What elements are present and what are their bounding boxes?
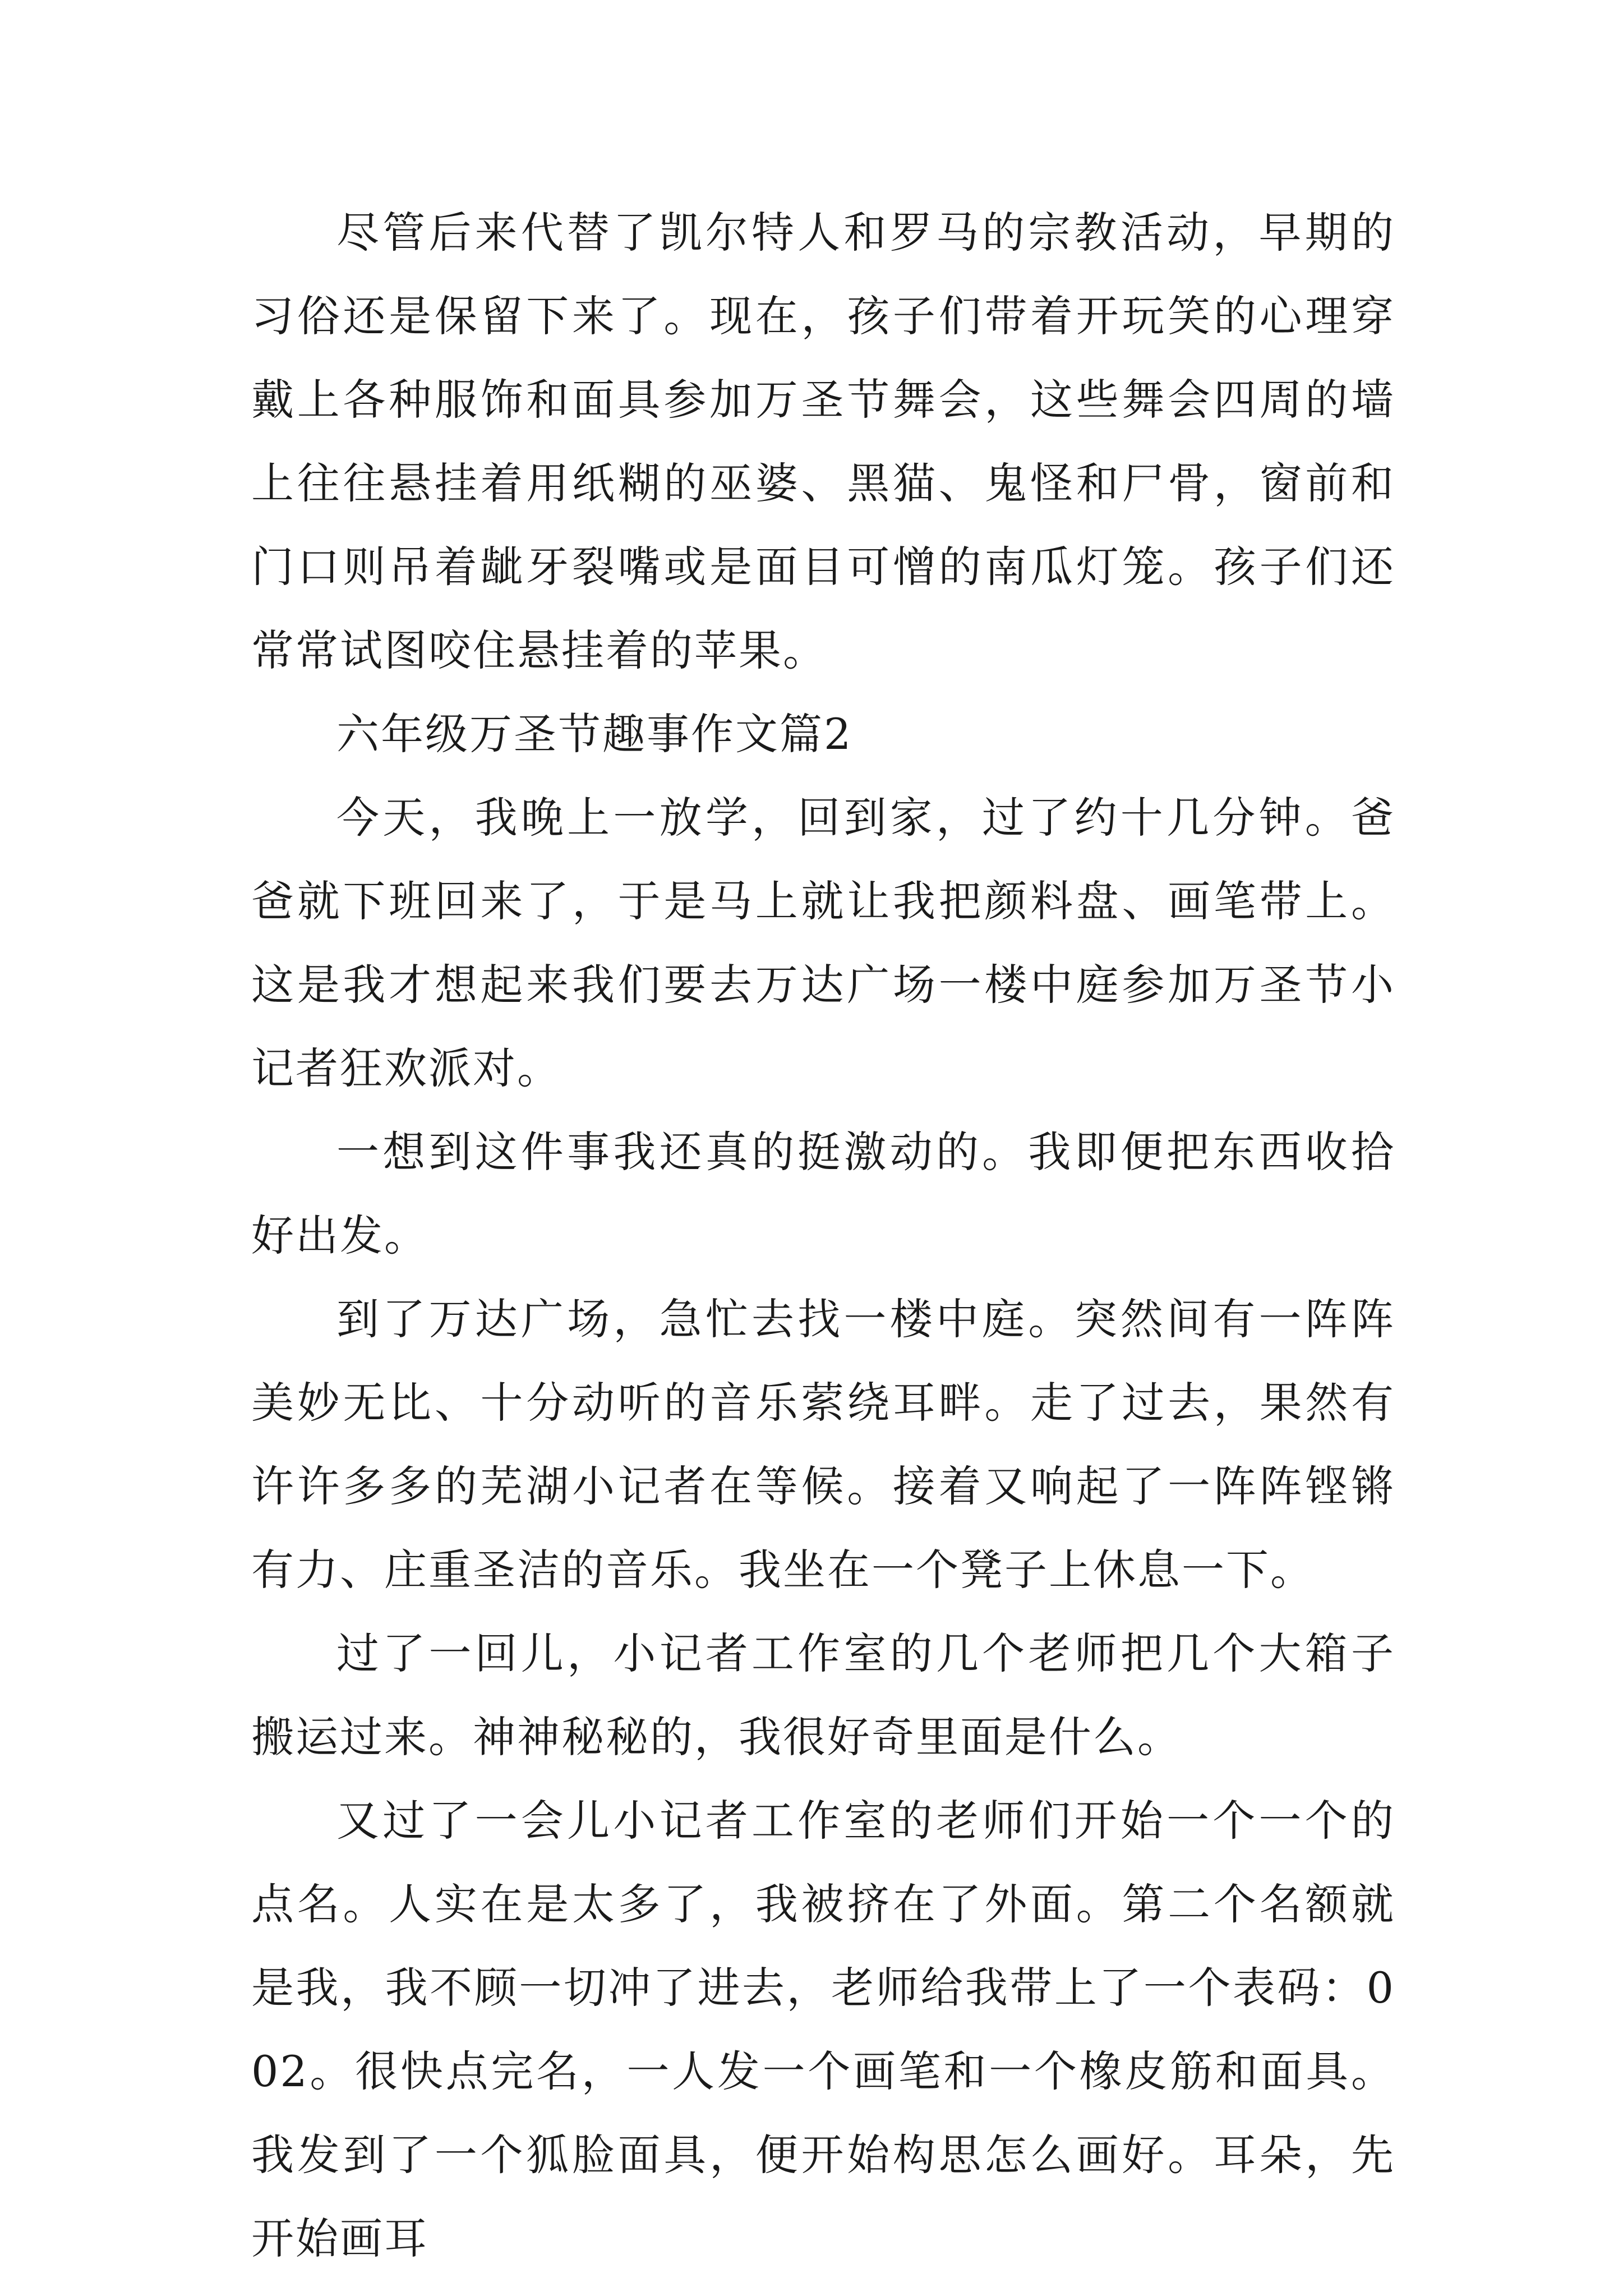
essay-section-heading: 六年级万圣节趣事作文篇2 [336, 709, 853, 759]
paragraph-boxes: 过了一回儿，小记者工作室的几个老师把几个大箱子搬运过来。神神秘秘的，我很好奇里面是什么。 [251, 1628, 1395, 1762]
paragraph-roll-call: 又过了一会儿小记者工作室的老师们开始一个一个的点名。人实在是太多了，我被挤在了外面。第二个名额就是我，我不顾一切冲了进去，老师给我带上了一个表码：002。很快点完名，一人发一个画笔和一个橡皮筋和面具。我发到了一个狐脸面具，便开始构思怎么画好。耳朵，先开始画耳 [251, 1796, 1395, 2263]
paragraph-after-school: 今天，我晚上一放学，回到家，过了约十几分钟。爸爸就下班回来了，于是马上就让我把颜料盘、画笔带上。这是我才想起来我们要去万达广场一楼中庭参加万圣节小记者狂欢派对。 [251, 793, 1395, 1093]
document-body [251, 191, 1395, 2280]
paragraph-halloween-customs: 尽管后来代替了凯尔特人和罗马的宗教活动，早期的习俗还是保留下来了。现在，孩子们带着开玩笑的心理穿戴上各种服饰和面具参加万圣节舞会，这些舞会四周的墙上往往悬挂着用纸糊的巫婆、黑猫、鬼怪和尸骨，窗前和门口则吊着龇牙裂嘴或是面目可憎的南瓜灯笼。孩子们还常常试图咬住悬挂着的苹果。 [251, 208, 1395, 675]
paragraph-wanda-plaza: 到了万达广场，急忙去找一楼中庭。突然间有一阵阵美妙无比、十分动听的音乐萦绕耳畔。走了过去，果然有许许多多的芜湖小记者在等候。接着又响起了一阵阵铿锵有力、庄重圣洁的音乐。我坐在一个凳子上休息一下。 [251, 1294, 1395, 1595]
paragraph-excited: 一想到这件事我还真的挺激动的。我即便把东西收拾好出发。 [251, 1127, 1395, 1260]
